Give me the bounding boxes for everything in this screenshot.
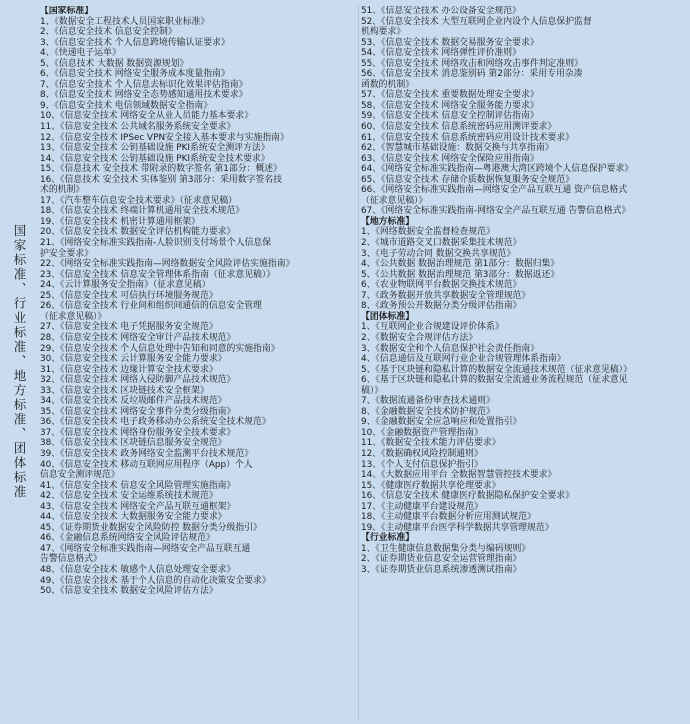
standard-item: 4、《公共数据 数据治理规范 第1部分：数据归集》 xyxy=(361,259,560,270)
standard-item: 43、《信息安全技术 网络安全产品互联互通框架》 xyxy=(40,501,236,512)
standard-item: 5、《信息技术 大数据 数据资源规划》 xyxy=(40,58,189,69)
standard-item: 8、《信息安全技术 网络安全态势感知通用技术要求》 xyxy=(40,90,248,101)
standard-item: 32、《信息安全技术 网络入侵防御产品技术规范》 xyxy=(40,375,236,386)
standard-item: 4、《信息通信及互联网行业企业合规管理体系指南》 xyxy=(361,354,566,365)
standard-item: 17、《汽车整车信息安全技术要求》（征求意见稿） xyxy=(40,195,237,206)
standard-item: 3、《信息安全技术 个人信息跨境传输认证要求》 xyxy=(40,37,230,48)
standard-item: 1、《互联网企业合规建设评价体系》 xyxy=(361,322,504,333)
standard-item: 1、《网络数据安全监督检查规范》 xyxy=(361,227,495,238)
standard-item: 2、《证券期货业信息安全运营管理指南》 xyxy=(361,554,522,565)
standard-item: 函数的机制》 xyxy=(361,79,415,90)
standard-item: 36、《信息安全技术 电子政务移动办公系统安全技术规范》 xyxy=(40,417,271,428)
standard-item: 19、《主动健康平台医学科学数据共享管理规范》 xyxy=(361,522,554,533)
standard-item: 15、《信息技术 安全技术 带附录的数字签名 第1部分：概述》 xyxy=(40,164,282,175)
standard-item: 22、《网络安全标准实践指南—网络数据安全风险评估实施指南》 xyxy=(40,259,295,270)
standard-item: 28、《信息安全技术 网络安全审计产品技术规范》 xyxy=(40,332,236,343)
standard-item: 49、《信息安全技术 基于个人信息的自动化决策安全要求》 xyxy=(40,575,271,586)
standard-item: 29、《信息安全技术 个人信息处理中告知和同意的实施指南》 xyxy=(40,343,280,354)
standard-item: 54、《信息安全技术 网络弹性评价准则》 xyxy=(361,48,521,59)
standard-item: 9、《信息安全技术 电信领域数据安全指南》 xyxy=(40,100,213,111)
standard-item: 3、《数据安全和个人信息保护社会责任指南》 xyxy=(361,343,540,354)
standard-item: 14、《大数据应用平台 全数据智慧管控技术要求》 xyxy=(361,470,557,481)
standard-item: 1、《数据安全工程技术人员国家职业标准》 xyxy=(40,16,210,27)
standard-item: 1、《卫生健康信息数据集分类与编码规则》 xyxy=(361,543,531,554)
standard-item: 9、《金融数据安全应急响应和处置指引》 xyxy=(361,417,522,428)
standard-item: 31、《信息安全技术 边缘计算安全技术要求》 xyxy=(40,364,218,375)
standard-item: 10、《金融数据资产管理指南》 xyxy=(361,427,483,438)
standard-item: 7、《数据流通备份审查技术通则》 xyxy=(361,396,495,407)
standard-item: 14、《信息安全技术 公钥基础设施 PKI系统安全技术要求》 xyxy=(40,153,270,164)
standard-item: （征求意见稿）》 xyxy=(361,195,428,206)
standard-item: 40、《信息安全技术 移动互联网应用程序（App）个人 xyxy=(40,459,253,470)
standard-item: 38、《信息安全技术 区块链信息服务安全规范》 xyxy=(40,438,227,449)
standard-item: 7、《政务数据开放共享数据安全管理规范》 xyxy=(361,290,531,301)
standard-item: 37、《信息安全技术 网络身份服务安全技术要求》 xyxy=(40,427,236,438)
standard-item: 44、《信息安全技术 大数据服务安全能力要求》 xyxy=(40,512,227,523)
section-heading: 【地方标准】 xyxy=(361,216,415,227)
standard-item: 50、《信息安全技术 数据安全风险评估方法》 xyxy=(40,586,218,597)
standard-item: 35、《信息安全技术 网络安全事件分类分级指南》 xyxy=(40,406,236,417)
standard-item: 19、《信息安全技术 机密计算通用框架》 xyxy=(40,216,200,227)
standard-item: 41、《信息安全技术 信息安全风险管理实施指南》 xyxy=(40,480,236,491)
standard-item: 24、《云计算服务安全指南》（征求意见稿） xyxy=(40,280,211,291)
standard-item: 34、《信息安全技术 反垃圾邮件产品技术规范》 xyxy=(40,396,227,407)
category-label: 国家标准、行业标准、地方标准、团体标准 xyxy=(12,224,27,500)
standard-item: 机构要求》 xyxy=(361,27,406,38)
standard-item: 稿）》 xyxy=(361,385,384,396)
standard-item: 57、《信息安全技术 重要数据处理安全要求》 xyxy=(361,90,539,101)
standard-item: 33、《信息安全技术 区块链技术安全框架》 xyxy=(40,385,209,396)
category-column xyxy=(0,0,38,724)
standard-item: 65、《信息安全技术 存储介质数据恢复服务安全规范》 xyxy=(361,174,575,185)
standard-item: 27、《信息安全技术 电子凭据服务安全规范》 xyxy=(40,322,218,333)
standard-item: 17、《主动健康平台建设规范》 xyxy=(361,501,483,512)
standard-item: 18、《主动健康平台数据分析应用测试规范》 xyxy=(361,512,536,523)
standard-item: 10、《信息安全技术 网络安全从业人员能力基本要求》 xyxy=(40,111,254,122)
standard-item: 20、《信息安全技术 数据安全评估机构能力要求》 xyxy=(40,227,236,238)
standard-item: 47、《网络安全标准实践指南—网络安全产品互联互通 xyxy=(40,543,251,554)
standard-item: 61、《信息安全技术 信息系统密码应用设计技术要求》 xyxy=(361,132,575,143)
section-heading: 【行业标准】 xyxy=(361,533,415,544)
standard-item: 62、《智慧城市基础设施：数据交换与共享指南》 xyxy=(361,143,554,154)
standard-item: 60、《信息安全技术 信息系统密码应用测评要求》 xyxy=(361,122,557,133)
standard-item: 6、《农业物联网平台数据交换技术规范》 xyxy=(361,280,522,291)
standard-item: 11、《数据安全技术能力评估要求》 xyxy=(361,438,501,449)
standard-item: （征求意见稿）》 xyxy=(40,311,107,322)
standard-item: 67、《网络安全标准实践指南-网络安全产品互联互通 告警信息格式》 xyxy=(361,206,631,217)
standard-item: 30、《信息安全技术 云计算服务安全能力要求》 xyxy=(40,354,227,365)
column-divider xyxy=(358,4,359,720)
standard-item: 6、《基于区块链和隐私计算的数据安全流通业务流程规范（征求意见 xyxy=(361,375,628,386)
standard-item: 16、《信息安全技术 健康医疗数据隐私保护安全要求》 xyxy=(361,491,575,502)
standard-item: 信息安全测评规范》 xyxy=(40,470,120,481)
standard-item: 8、《金融数据安全技术防护规范》 xyxy=(361,406,495,417)
standard-item: 18、《信息安全技术 终端计算机通用安全技术规范》 xyxy=(40,206,245,217)
standard-item: 术的机制》 xyxy=(40,185,85,196)
standard-item: 13、《个人支付信息保护指引》 xyxy=(361,459,483,470)
standard-item: 55、《信息安全技术 网络攻击和网络攻击事件判定准则》 xyxy=(361,58,583,69)
standard-item: 7、《信息安全技术 个人信息去标识化效果评估指南》 xyxy=(40,79,248,90)
standard-item: 3、《电子劳动合同 数据交换共享规范》 xyxy=(361,248,516,259)
standard-item: 42、《信息安全技术 安全运维系统技术规范》 xyxy=(40,491,218,502)
section-heading: 【国家标准】 xyxy=(40,6,94,16)
standard-item: 8、《政务预公开数据分类分级评估指南》 xyxy=(361,301,522,312)
standard-item: 58、《信息安全技术 网络安全服务能力要求》 xyxy=(361,100,539,111)
standard-item: 2、《数据安全合规评估方法》 xyxy=(361,332,478,343)
standard-item: 25、《信息安全技术 可信执行环境服务规范》 xyxy=(40,290,218,301)
standard-item: 护安全要求》 xyxy=(40,248,94,259)
standard-item: 11、《信息安全技术 公共域名服务系统安全要求》 xyxy=(40,122,236,133)
standard-item: 45、《证券期货业数据安全风险防控 数据分类分级指引》 xyxy=(40,522,262,533)
standard-item: 52、《信息安全技术 大型互联网企业内设个人信息保护监督 xyxy=(361,16,592,27)
standard-item: 15、《健康医疗数据共享伦理要求》 xyxy=(361,480,501,491)
standard-item: 告警信息格式》 xyxy=(40,554,102,565)
standard-item: 4、《快递电子运单》 xyxy=(40,48,121,59)
standard-item: 3、《证券期货业信息系统渗透测试指南》 xyxy=(361,564,522,575)
section-heading: 【团体标准】 xyxy=(361,311,415,322)
standard-item: 5、《基于区块链和隐私计算的数据安全流通技术规范（征求意见稿）》 xyxy=(361,364,632,375)
standard-item: 46、《金融信息系统网络安全风险评估规范》 xyxy=(40,533,215,544)
left-standards-list xyxy=(40,6,358,720)
standard-item: 59、《信息安全技术 信息安全控制评估指南》 xyxy=(361,111,539,122)
standard-item: 2、《城市道路交叉口数据采集技术规范》 xyxy=(361,238,522,249)
standard-item: 64、《网络安全标准实践指南—粤港澳大湾区跨境个人信息保护要求》 xyxy=(361,164,634,175)
standard-item: 23、《信息安全技术 信息安全管理体系指南（征求意见稿）》 xyxy=(40,269,276,280)
standard-item: 56、《信息安全技术 消息鉴别码 第2部分：采用专用杂凑 xyxy=(361,69,583,80)
standard-item: 12、《信息安全技术 IPSec VPN安全接入基本要求与实施指南》 xyxy=(40,132,289,143)
standard-item: 51、《信息安全技术 办公设备安全规范》 xyxy=(361,6,521,16)
standard-item: 63、《信息安全技术 网络安全保险应用指南》 xyxy=(361,153,539,164)
standard-item: 16、《信息技术 安全技术 实体鉴别 第3部分：采用数字签名技 xyxy=(40,174,282,185)
standard-item: 21、《网络安全标准实践指南-人脸识别支付场景个人信息保 xyxy=(40,238,272,249)
standard-item: 66、《网络安全标准实践指南—网络安全产品互联互通 资产信息格式 xyxy=(361,185,628,196)
standard-item: 39、《信息安全技术 政务网络安全监测平台技术规范》 xyxy=(40,448,254,459)
standard-item: 6、《信息安全技术 网络安全服务成本度量指南》 xyxy=(40,69,230,80)
standard-item: 48、《信息安全技术 敏感个人信息处理安全要求》 xyxy=(40,564,236,575)
standard-item: 53、《信息安全技术 数据交易服务安全要求》 xyxy=(361,37,539,48)
standard-item: 13、《信息安全技术 公钥基础设施 PKI系统安全测评方法》 xyxy=(40,143,270,154)
standard-item: 26、《信息安全技术 行业间和组织间通信的信息安全管理 xyxy=(40,301,262,312)
right-standards-list xyxy=(361,6,687,720)
standard-item: 2、《信息安全技术 信息安全控制》 xyxy=(40,27,177,38)
standard-item: 5、《公共数据 数据治理规范 第3部分：数据返还》 xyxy=(361,269,560,280)
standard-item: 12、《数据确权风险控制通则》 xyxy=(361,448,483,459)
